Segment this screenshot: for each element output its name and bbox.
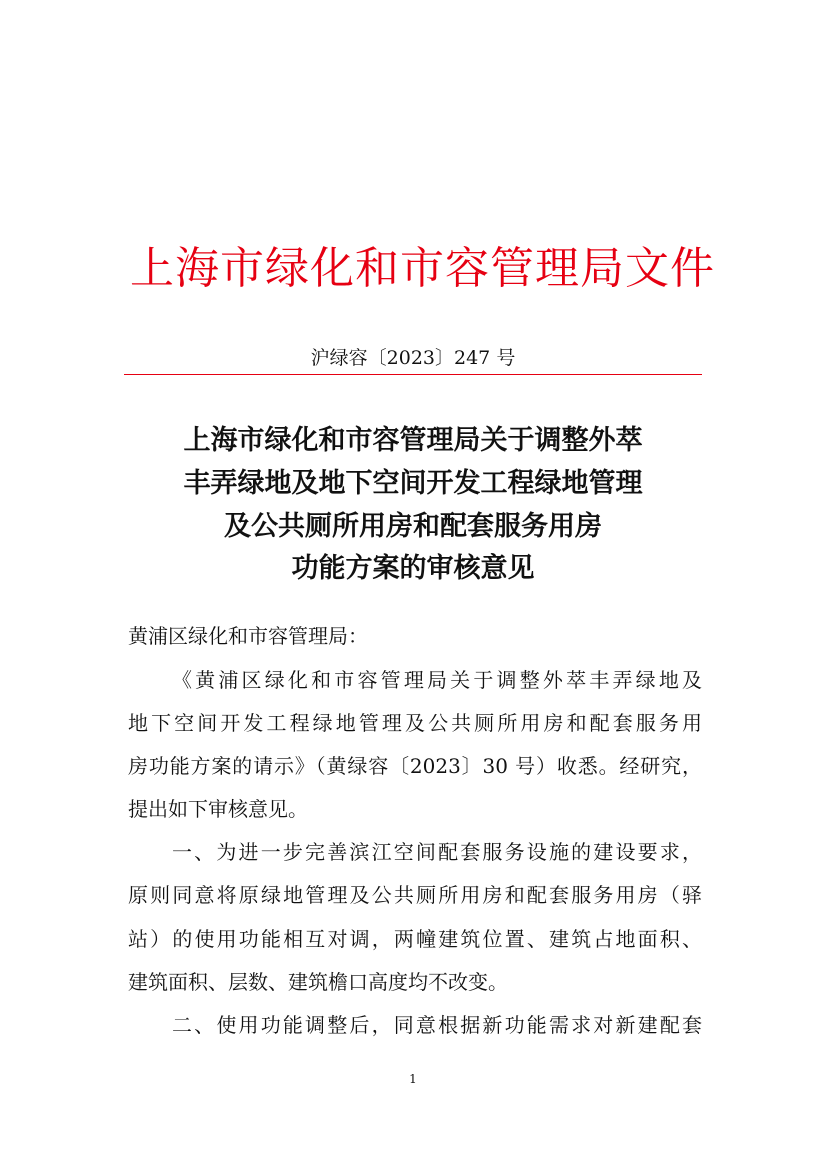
body-line: 原则同意将原绿地管理及公共厕所用房和配套服务用房（驿 [128,883,702,907]
page-number: 1 [409,1072,417,1086]
red-divider [124,374,702,375]
body-line: 站）的使用功能相互对调，两幢建筑位置、建筑占地面积、 [128,927,702,951]
addressee: 黄浦区绿化和市容管理局： [128,624,368,648]
body-line: 《黄浦区绿化和市容管理局关于调整外萃丰弄绿地及 [172,668,702,692]
headline-line: 丰弄绿地及地下空间开发工程绿地管理 [183,468,643,499]
headline-line: 及公共厕所用房和配套服务用房 [224,511,602,542]
headline-line: 功能方案的审核意见 [291,553,535,584]
document-number: 沪绿容〔2023〕247 号 [310,347,516,369]
issuer-title: 上海市绿化和市容管理局文件 [130,243,715,294]
body-line: 房功能方案的请示》（黄绿容〔2023〕30 号）收悉。经研究， [128,754,702,778]
body-line: 地下空间开发工程绿地管理及公共厕所用房和配套服务用 [128,711,702,735]
headline-line: 上海市绿化和市容管理局关于调整外萃 [183,425,643,456]
body-line: 二、使用功能调整后，同意根据新功能需求对新建配套 [172,1013,702,1037]
body-line: 一、为进一步完善滨江空间配套服务设施的建设要求， [172,840,702,864]
body-line: 提出如下审核意见。 [128,797,308,821]
body-line: 建筑面积、层数、建筑檐口高度均不改变。 [128,970,508,994]
